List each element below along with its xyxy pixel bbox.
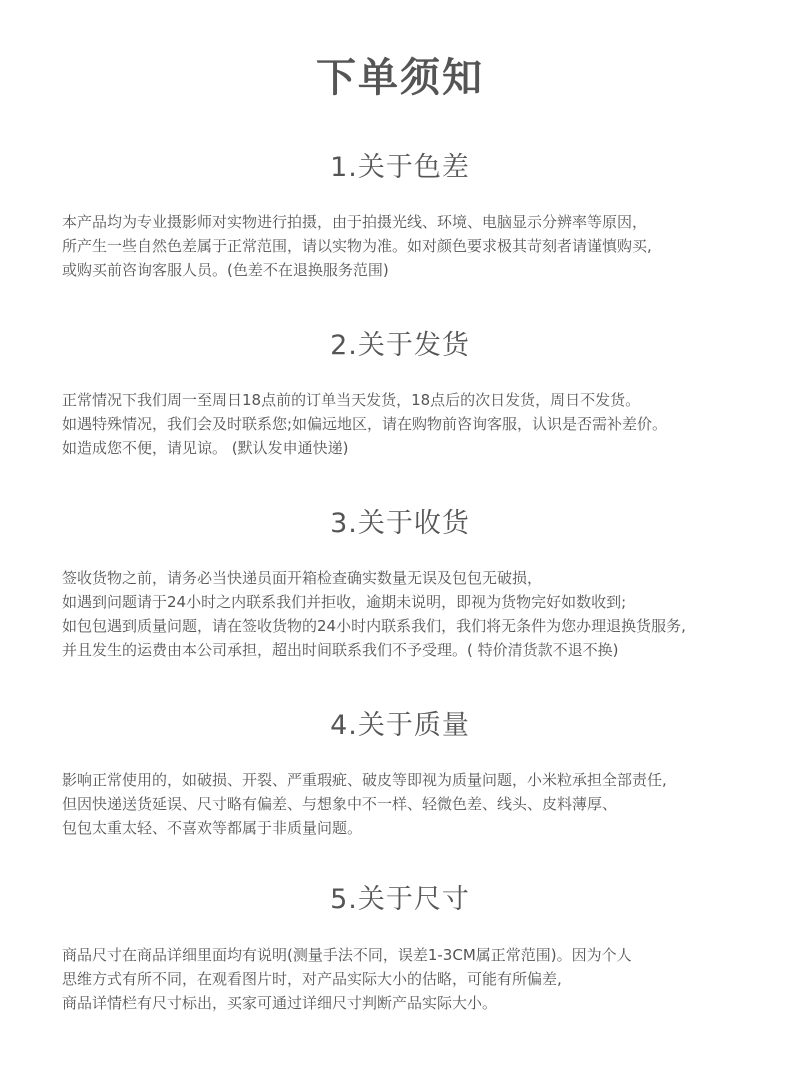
section-body-shipping <box>62 388 792 460</box>
page-title: 下单须知 <box>316 55 484 101</box>
text-line: 正常情况下我们周一至周日18点前的订单当天发货，18点后的次日发货，周日不发货。 <box>62 391 641 409</box>
section-heading-shipping: 2.关于发货 <box>330 330 470 361</box>
text-line: 如包包遇到质量问题，请在签收货物的24小时内联系我们，我们将无条件为您办理退换货服务, <box>62 617 686 635</box>
text-line: 思维方式有所不同，在观看图片时，对产品实际大小的估略，可能有所偏差, <box>62 970 562 988</box>
text-line: 或购买前咨询客服人员。(色差不在退换服务范围) <box>62 261 389 279</box>
text-line: 所产生一些自然色差属于正常范围，请以实物为准。如对颜色要求极其苛刻者请谨慎购买, <box>62 237 652 255</box>
section-body-receiving <box>62 566 792 662</box>
text-line: 如遇到问题请于24小时之内联系我们并拒收，逾期未说明，即视为货物完好如数收到; <box>62 593 627 611</box>
text-line: 影响正常使用的，如破损、开裂、严重瑕疵、破皮等即视为质量问题，小米粒承担全部责任, <box>62 771 667 789</box>
text-line: 但因快递送货延误、尺寸略有偏差、与想象中不一样、轻微色差、线头、皮料薄厚、 <box>62 795 618 813</box>
section-heading-color-difference: 1.关于色差 <box>330 152 470 183</box>
text-line: 并且发生的运费由本公司承担，超出时间联系我们不予受理。( 特价清货款不退不换) <box>62 641 619 659</box>
text-line: 如造成您不便，请见谅。 (默认发申通快递) <box>62 439 349 457</box>
section-body-color-difference <box>62 210 792 282</box>
section-body-size <box>62 943 792 1015</box>
section-body-quality <box>62 768 792 840</box>
section-heading-receiving: 3.关于收货 <box>330 508 470 539</box>
section-heading-quality: 4.关于质量 <box>330 710 470 741</box>
text-line: 商品详情栏有尺寸标出，买家可通过详细尺寸判断产品实际大小。 <box>62 994 498 1012</box>
text-line: 如遇特殊情况，我们会及时联系您;如偏远地区，请在购物前咨询客服，认识是否需补差价。 <box>62 415 668 433</box>
text-line: 商品尺寸在商品详细里面均有说明(测量手法不同，误差1-3CM属正常范围)。因为个人 <box>62 946 632 964</box>
section-heading-size: 5.关于尺寸 <box>330 884 470 915</box>
text-line: 本产品均为专业摄影师对实物进行拍摄，由于拍摄光线、环境、电脑显示分辨率等原因， <box>62 213 648 231</box>
text-line: 签收货物之前，请务必当快递员面开箱检查确实数量无误及包包无破损， <box>62 569 543 587</box>
text-line: 包包太重太轻、不喜欢等都属于非质量问题。 <box>62 819 363 837</box>
